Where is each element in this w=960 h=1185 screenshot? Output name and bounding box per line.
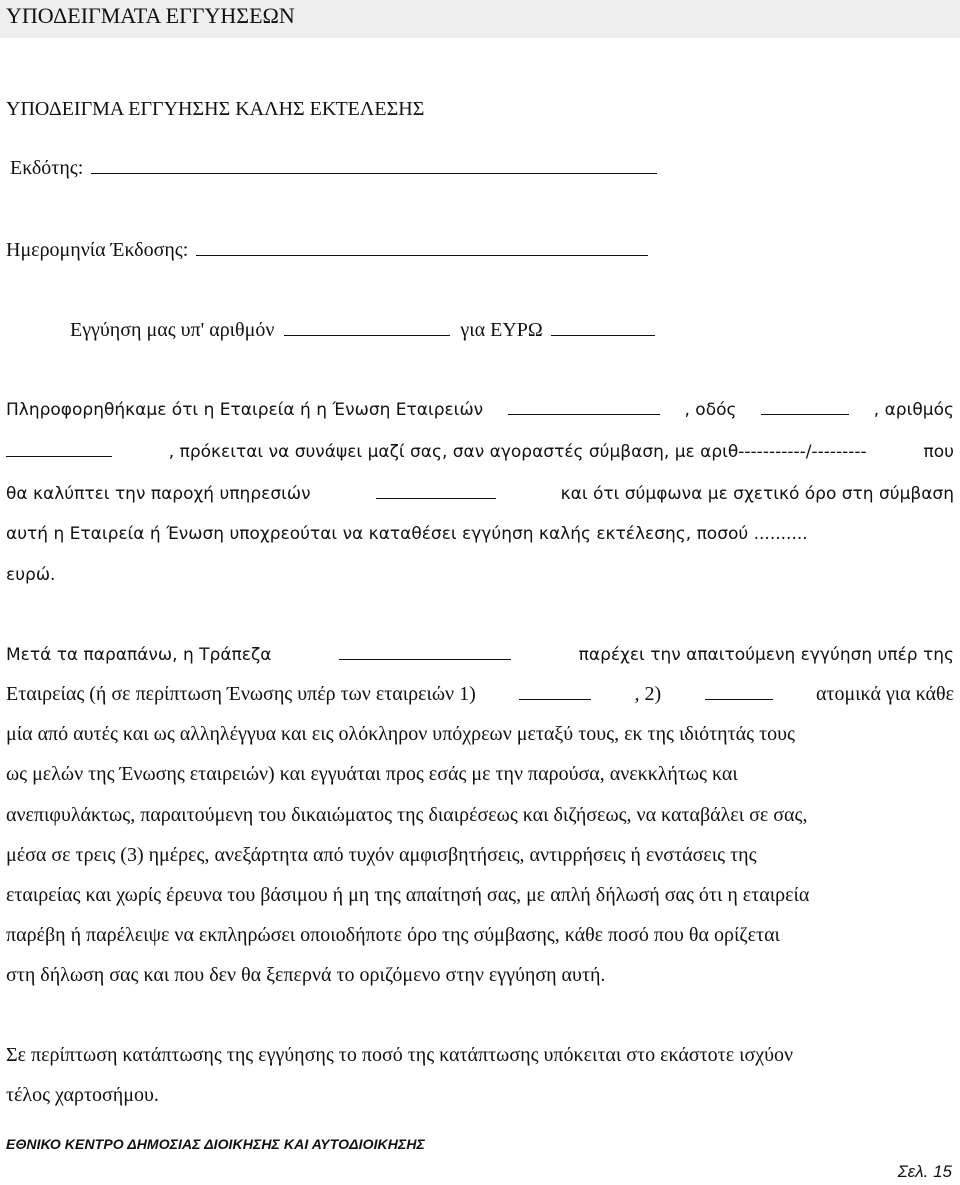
- para2-line5: [6, 800, 954, 830]
- para2-l1-b: παρέχει την απαιτούμενη εγγύηση υπέρ της: [578, 645, 954, 665]
- guarantee-prefix: Εγγύηση μας υπ' αριθμόν: [70, 319, 275, 341]
- issuer-label: Εκδότης:: [10, 157, 84, 179]
- page-number: Σελ. 15: [897, 1162, 952, 1181]
- para2-line4: [6, 759, 954, 789]
- para2-line6: [6, 840, 954, 870]
- subtitle-text: ΥΠΟΔΕΙΓΜΑ ΕΓΓΥΗΣΗΣ ΚΑΛΗΣ ΕΚΤΕΛΕΣΗΣ: [6, 98, 425, 120]
- para2-l3: μία από αυτές και ως αλληλέγγυα και εις ολόκληρον υπόχρεων μεταξύ τους, εκ της ιδιότητάς τους: [6, 723, 795, 745]
- para1-l4: αυτή η Εταιρεία ή Ένωση υποχρεούται να καταθέσει εγγύηση καλής εκτέλεσης, ποσού ..........: [6, 524, 808, 544]
- footer-organization: ΕΘΝΙΚΟ ΚΕΝΤΡΟ ΔΗΜΟΣΙΑΣ ΔΙΟΙΚΗΣΗΣ ΚΑΙ ΑΥΤΟΔΙΟΙΚΗΣΗΣ: [6, 1136, 425, 1152]
- issuer-line: [10, 153, 657, 183]
- para2-line3: [6, 719, 954, 749]
- para2-line7: [6, 880, 954, 910]
- para2-l5: ανεπιφυλάκτως, παραιτούμενη του δικαιώματος της διαιρέσεως και διζήσεως, να καταβάλει σε σας,: [6, 804, 808, 826]
- page-header: [0, 0, 960, 38]
- para1-l2-b: που: [923, 442, 954, 462]
- para3-l2: τέλος χαρτοσήμου.: [6, 1084, 159, 1106]
- para1-l2-a: , πρόκειται να συνάψει μαζί σας, σαν αγοραστές σύμβαση, με αριθ-----------/---------: [168, 442, 867, 462]
- para2-l7: εταιρείας και χωρίς έρευνα του βάσιμου ή μη της απαίτησή σας, με απλή δήλωσή σας ότι η εταιρεία: [6, 884, 810, 906]
- guarantee-amount-blank: [551, 317, 655, 336]
- para2-l9: στη δήλωση σας και που δεν θα ξεπερνά το οριζόμενο στην εγγύηση αυτή.: [6, 964, 606, 986]
- issue-date-label: Ημερομηνία Έκδοσης:: [6, 239, 189, 261]
- issuer-blank: [91, 155, 657, 174]
- header-title: ΥΠΟΔΕΙΓΜΑΤΑ ΕΓΓΥΗΣΕΩΝ: [6, 3, 295, 28]
- guarantee-number-blank: [284, 317, 450, 336]
- para2-line9: [6, 960, 605, 990]
- company-blank: [508, 396, 660, 415]
- issue-date-blank: [196, 237, 648, 256]
- para2-l8: παρέβη ή παρέλειψε να εκπληρώσει οποιοδήποτε όρο της σύμβασης, κάθε ποσό που θα ορίζεται: [6, 924, 780, 946]
- para2-l1-a: Μετά τα παραπάνω, η Τράπεζα: [6, 645, 272, 665]
- para2-line8: [6, 920, 954, 950]
- guarantee-number-line: [70, 315, 655, 345]
- para2-line2: [6, 679, 954, 709]
- para1-line3: [6, 479, 954, 509]
- para1-line4: [6, 519, 954, 549]
- bank-blank: [339, 641, 511, 660]
- para2-l4: ως μελών της Ένωσης εταιρειών) και εγγυάται προς εσάς με την παρούσα, ανεκκλήτως και: [6, 763, 738, 785]
- para1-line2: [6, 437, 954, 467]
- para2-l6: μέσα σε τρεις (3) ημέρες, ανεξάρτητα από τυχόν αμφισβητήσεις, αντιρρήσεις ή ενστάσεις της: [6, 844, 757, 866]
- guarantee-middle: για ΕΥΡΩ: [460, 319, 543, 341]
- para3-l1: Σε περίπτωση κατάπτωσης της εγγύησης το ποσό της κατάπτωσης υπόκειται στο εκάστοτε ισχύον: [6, 1044, 794, 1066]
- para1-l1-c: , αριθμός: [873, 400, 954, 420]
- document-subtitle: [6, 94, 424, 124]
- para2-l2-c: ατομικά για κάθε: [815, 683, 954, 705]
- para1-l1-a: Πληροφορηθήκαμε ότι η Εταιρεία ή η Ένωση Εταιρειών: [6, 400, 484, 420]
- para1-line1: [6, 395, 954, 425]
- para2-line1: [6, 640, 954, 670]
- para2-l2-b: , 2): [634, 683, 662, 705]
- company2-blank: [705, 681, 773, 700]
- para1-l5: ευρώ.: [6, 565, 56, 585]
- para1-l3-a: θα καλύπτει την παροχή υπηρεσιών: [6, 484, 311, 504]
- para3-line1: [6, 1040, 954, 1070]
- number-blank: [6, 438, 112, 457]
- para2-l2-a: Εταιρείας (ή σε περίπτωση Ένωσης υπέρ των εταιρειών 1): [6, 683, 476, 705]
- company1-blank: [519, 681, 591, 700]
- issue-date-line: [6, 235, 648, 265]
- para1-l3-b: και ότι σύμφωνα με σχετικό όρο στη σύμβαση: [560, 484, 954, 504]
- para1-l1-b: , οδός: [684, 400, 737, 420]
- street-blank: [761, 396, 849, 415]
- services-blank: [376, 480, 496, 499]
- para1-line5: [6, 560, 55, 590]
- para3-line2: [6, 1080, 159, 1110]
